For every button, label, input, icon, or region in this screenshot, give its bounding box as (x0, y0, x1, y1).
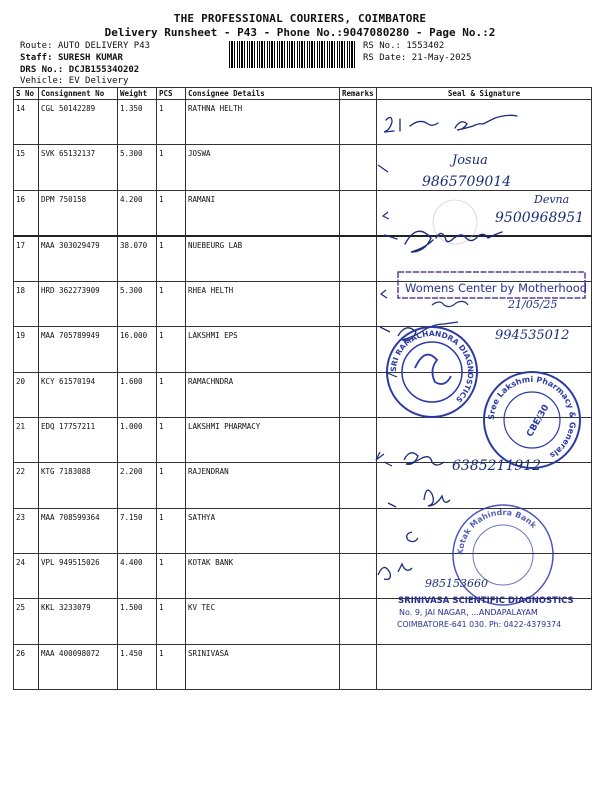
cell-pcs: 1 (157, 418, 186, 463)
cell-weight: 5.300 (118, 145, 157, 190)
cell-signature (377, 507, 592, 556)
cell-consignment: VPL 949515026 (39, 553, 118, 598)
cell-signature (377, 282, 592, 327)
vehicle-value: EV Delivery (68, 76, 129, 86)
cell-pcs: 1 (157, 145, 186, 190)
cell-sno: 26 (14, 644, 39, 689)
cell-signature (377, 553, 592, 598)
stamp-srinivasa-line3: COIMBATORE-641 030. Ph: 0422-4379374 (397, 620, 562, 629)
cell-pcs: 1 (157, 599, 186, 644)
cell-signature (377, 236, 592, 282)
cell-remarks (340, 145, 377, 190)
cell-sno: 23 (14, 508, 39, 553)
cell-weight: 2.200 (118, 463, 157, 508)
vehicle-label: Vehicle: (20, 76, 64, 86)
handwritten-name-josua: Josua (452, 153, 488, 168)
cell-consignee: RAJENDRAN (186, 463, 340, 508)
cell-weight: 4.400 (118, 553, 157, 598)
cell-sno: 15 (14, 145, 39, 190)
handwritten-phone-row-25: 985153660 (425, 577, 488, 590)
col-consignment-header: Consignment No (39, 88, 118, 100)
rs-no-label: RS No.: (363, 41, 401, 51)
cell-remarks (340, 644, 377, 689)
cell-signature (377, 190, 592, 236)
table-row (14, 463, 592, 508)
stamp-srinivasa-line1: SRINIVASA SCIENTIFIC DIAGNOSTICS (398, 596, 574, 606)
cell-consignment: KKL 3233079 (39, 599, 118, 644)
cell-sno: 17 (14, 236, 39, 282)
cell-pcs: 1 (157, 372, 186, 417)
runsheet-subtitle: Delivery Runsheet - P43 - Phone No.:9047080280 - Page No.:2 (104, 26, 496, 39)
table-row (14, 644, 592, 689)
cell-consignee: KOTAK BANK (186, 553, 340, 598)
cell-consignee: RHEA HELTH (186, 282, 340, 327)
cell-consignment: MAA 303029479 (39, 236, 118, 282)
cell-consignee: JOSWA (186, 145, 340, 190)
cell-weight: 1.500 (118, 599, 157, 644)
handwritten-phone-row-15: 9865709014 (422, 174, 512, 190)
table-row (14, 418, 592, 463)
cell-consignee: LAKSHMI PHARMACY (186, 418, 340, 463)
cell-remarks (340, 463, 377, 508)
table-row (14, 190, 592, 236)
col-seal-header: Seal & Signature (377, 88, 592, 100)
table-row (14, 100, 592, 145)
cell-signature (377, 327, 592, 372)
drs-value: DCJB15534O202 (68, 65, 140, 75)
staff-line (20, 53, 123, 63)
cell-weight: 4.200 (118, 190, 157, 236)
table-row (14, 553, 592, 598)
cell-consignee: SATHYA (186, 508, 340, 553)
stamp-lakshmi-code: CBE/30 (525, 403, 552, 439)
handwritten-date-row-18: 21/05/25 (508, 298, 558, 311)
cell-pcs: 1 (157, 100, 186, 145)
rs-no-line (363, 41, 444, 51)
cell-remarks (340, 327, 377, 372)
stamp-womens-center: Womens Center by Motherhood (405, 281, 588, 295)
barcode (229, 41, 357, 68)
cell-weight: 1.450 (118, 644, 157, 689)
cell-signature (377, 372, 592, 417)
staff-value: SURESH KUMAR (57, 53, 123, 63)
table-row (14, 508, 592, 553)
cell-consignment: KCY 61570194 (39, 372, 118, 417)
cell-remarks (340, 236, 377, 282)
cell-pcs: 1 (157, 236, 186, 282)
cell-sno: 18 (14, 282, 39, 327)
rs-no-value: 1553402 (406, 41, 445, 51)
handwritten-phone-row-22: 6385211912 (452, 458, 542, 474)
cell-pcs: 1 (157, 190, 186, 236)
cell-consignment: CGL 50142289 (39, 100, 118, 145)
table-row (14, 599, 592, 644)
cell-consignment: EDQ 17757211 (39, 418, 118, 463)
runsheet-table (13, 87, 592, 690)
table-row (14, 236, 592, 282)
company-title: THE PROFESSIONAL COURIERS, COIMBATORE (173, 12, 427, 25)
cell-weight: 38.070 (118, 236, 157, 282)
stamp-sri-ramachandra-text: SRI RAMACHANDRA DIAGNOSTICS (388, 328, 476, 405)
stamp-kotak-text: Kotak Mahindra Bank (455, 507, 539, 556)
stamp-srinivasa-line2: No. 9, JAI NAGAR, ...ANDAPALAYAM (399, 608, 538, 617)
cell-signature (377, 145, 592, 190)
cell-consignee: LAKSHMI EPS (186, 327, 340, 372)
cell-consignee: RATHNA HELTH (186, 100, 340, 145)
cell-consignee: KV TEC (186, 599, 340, 644)
route-value: AUTO DELIVERY P43 (57, 41, 151, 51)
cell-sno: 24 (14, 553, 39, 598)
cell-consignment: HRD 362273909 (39, 282, 118, 327)
staff-label: Staff: (20, 53, 53, 63)
handwritten-phone-row-16: 9500968951 (495, 210, 585, 226)
route-label: Route: (20, 41, 53, 51)
cell-remarks (340, 190, 377, 236)
cell-consignment: MAA 708599364 (39, 508, 118, 553)
col-remarks-header: Remarks (340, 88, 377, 100)
cell-sno: 14 (14, 100, 39, 145)
cell-weight: 7.150 (118, 508, 157, 553)
cell-weight: 1.350 (118, 100, 157, 145)
cell-consignment: DPM 750158 (39, 190, 118, 236)
handwritten-name-devna: Devna (534, 193, 570, 206)
table-row (14, 145, 592, 190)
col-pcs-header: PCS (157, 88, 186, 100)
cell-weight: 5.300 (118, 282, 157, 327)
cell-pcs: 1 (157, 553, 186, 598)
cell-sno: 19 (14, 327, 39, 372)
cell-consignee: SRINIVASA (186, 644, 340, 689)
cell-consignment: MAA 705789949 (39, 327, 118, 372)
vehicle-line (20, 76, 128, 86)
cell-consignment: MAA 400098072 (39, 644, 118, 689)
cell-remarks (340, 372, 377, 417)
table-header-row (14, 88, 592, 100)
col-sno-header: S No (14, 88, 39, 100)
drs-line (20, 65, 139, 75)
drs-label: DRS No.: (20, 65, 64, 75)
cell-signature (377, 418, 592, 463)
rs-date-value: 21-May-2025 (411, 53, 472, 63)
table-row (14, 282, 592, 327)
cell-weight: 1.600 (118, 372, 157, 417)
cell-pcs: 1 (157, 463, 186, 508)
cell-sno: 16 (14, 190, 39, 236)
cell-remarks (340, 599, 377, 644)
cell-signature (377, 599, 592, 644)
col-weight-header: Weight (118, 88, 157, 100)
cell-consignment: SVK 65132137 (39, 145, 118, 190)
cell-sno: 25 (14, 599, 39, 644)
cell-sno: 21 (14, 418, 39, 463)
cell-signature (377, 100, 592, 145)
cell-signature (377, 463, 592, 508)
cell-weight: 1.000 (118, 418, 157, 463)
table-row (14, 327, 592, 372)
cell-pcs: 1 (157, 282, 186, 327)
cell-consignee: RAMANI (186, 190, 340, 236)
col-consignee-header: Consignee Details (186, 88, 340, 100)
rs-date-label: RS Date: (363, 53, 407, 63)
cell-weight: 16.000 (118, 327, 157, 372)
cell-remarks (340, 553, 377, 598)
stamp-lakshmi-pharmacy-text: Sree Lakshmi Pharmacy & Generals (486, 374, 578, 460)
rs-date-line (363, 53, 471, 63)
cell-remarks (340, 282, 377, 327)
route-line (20, 41, 150, 51)
cell-pcs: 1 (157, 508, 186, 553)
cell-pcs: 1 (157, 327, 186, 372)
cell-signature (377, 644, 592, 689)
handwritten-phone-row-19: 994535012 (495, 328, 570, 343)
cell-remarks (340, 508, 377, 553)
cell-pcs: 1 (157, 644, 186, 689)
cell-remarks (340, 100, 377, 145)
cell-consignment: KTG 7183088 (39, 463, 118, 508)
cell-sno: 22 (14, 463, 39, 508)
cell-sno: 20 (14, 372, 39, 417)
cell-consignee: RAMACHNDRA (186, 372, 340, 417)
cell-remarks (340, 418, 377, 463)
cell-consignee: NUEBEURG LAB (186, 236, 340, 282)
table-row (14, 372, 592, 417)
